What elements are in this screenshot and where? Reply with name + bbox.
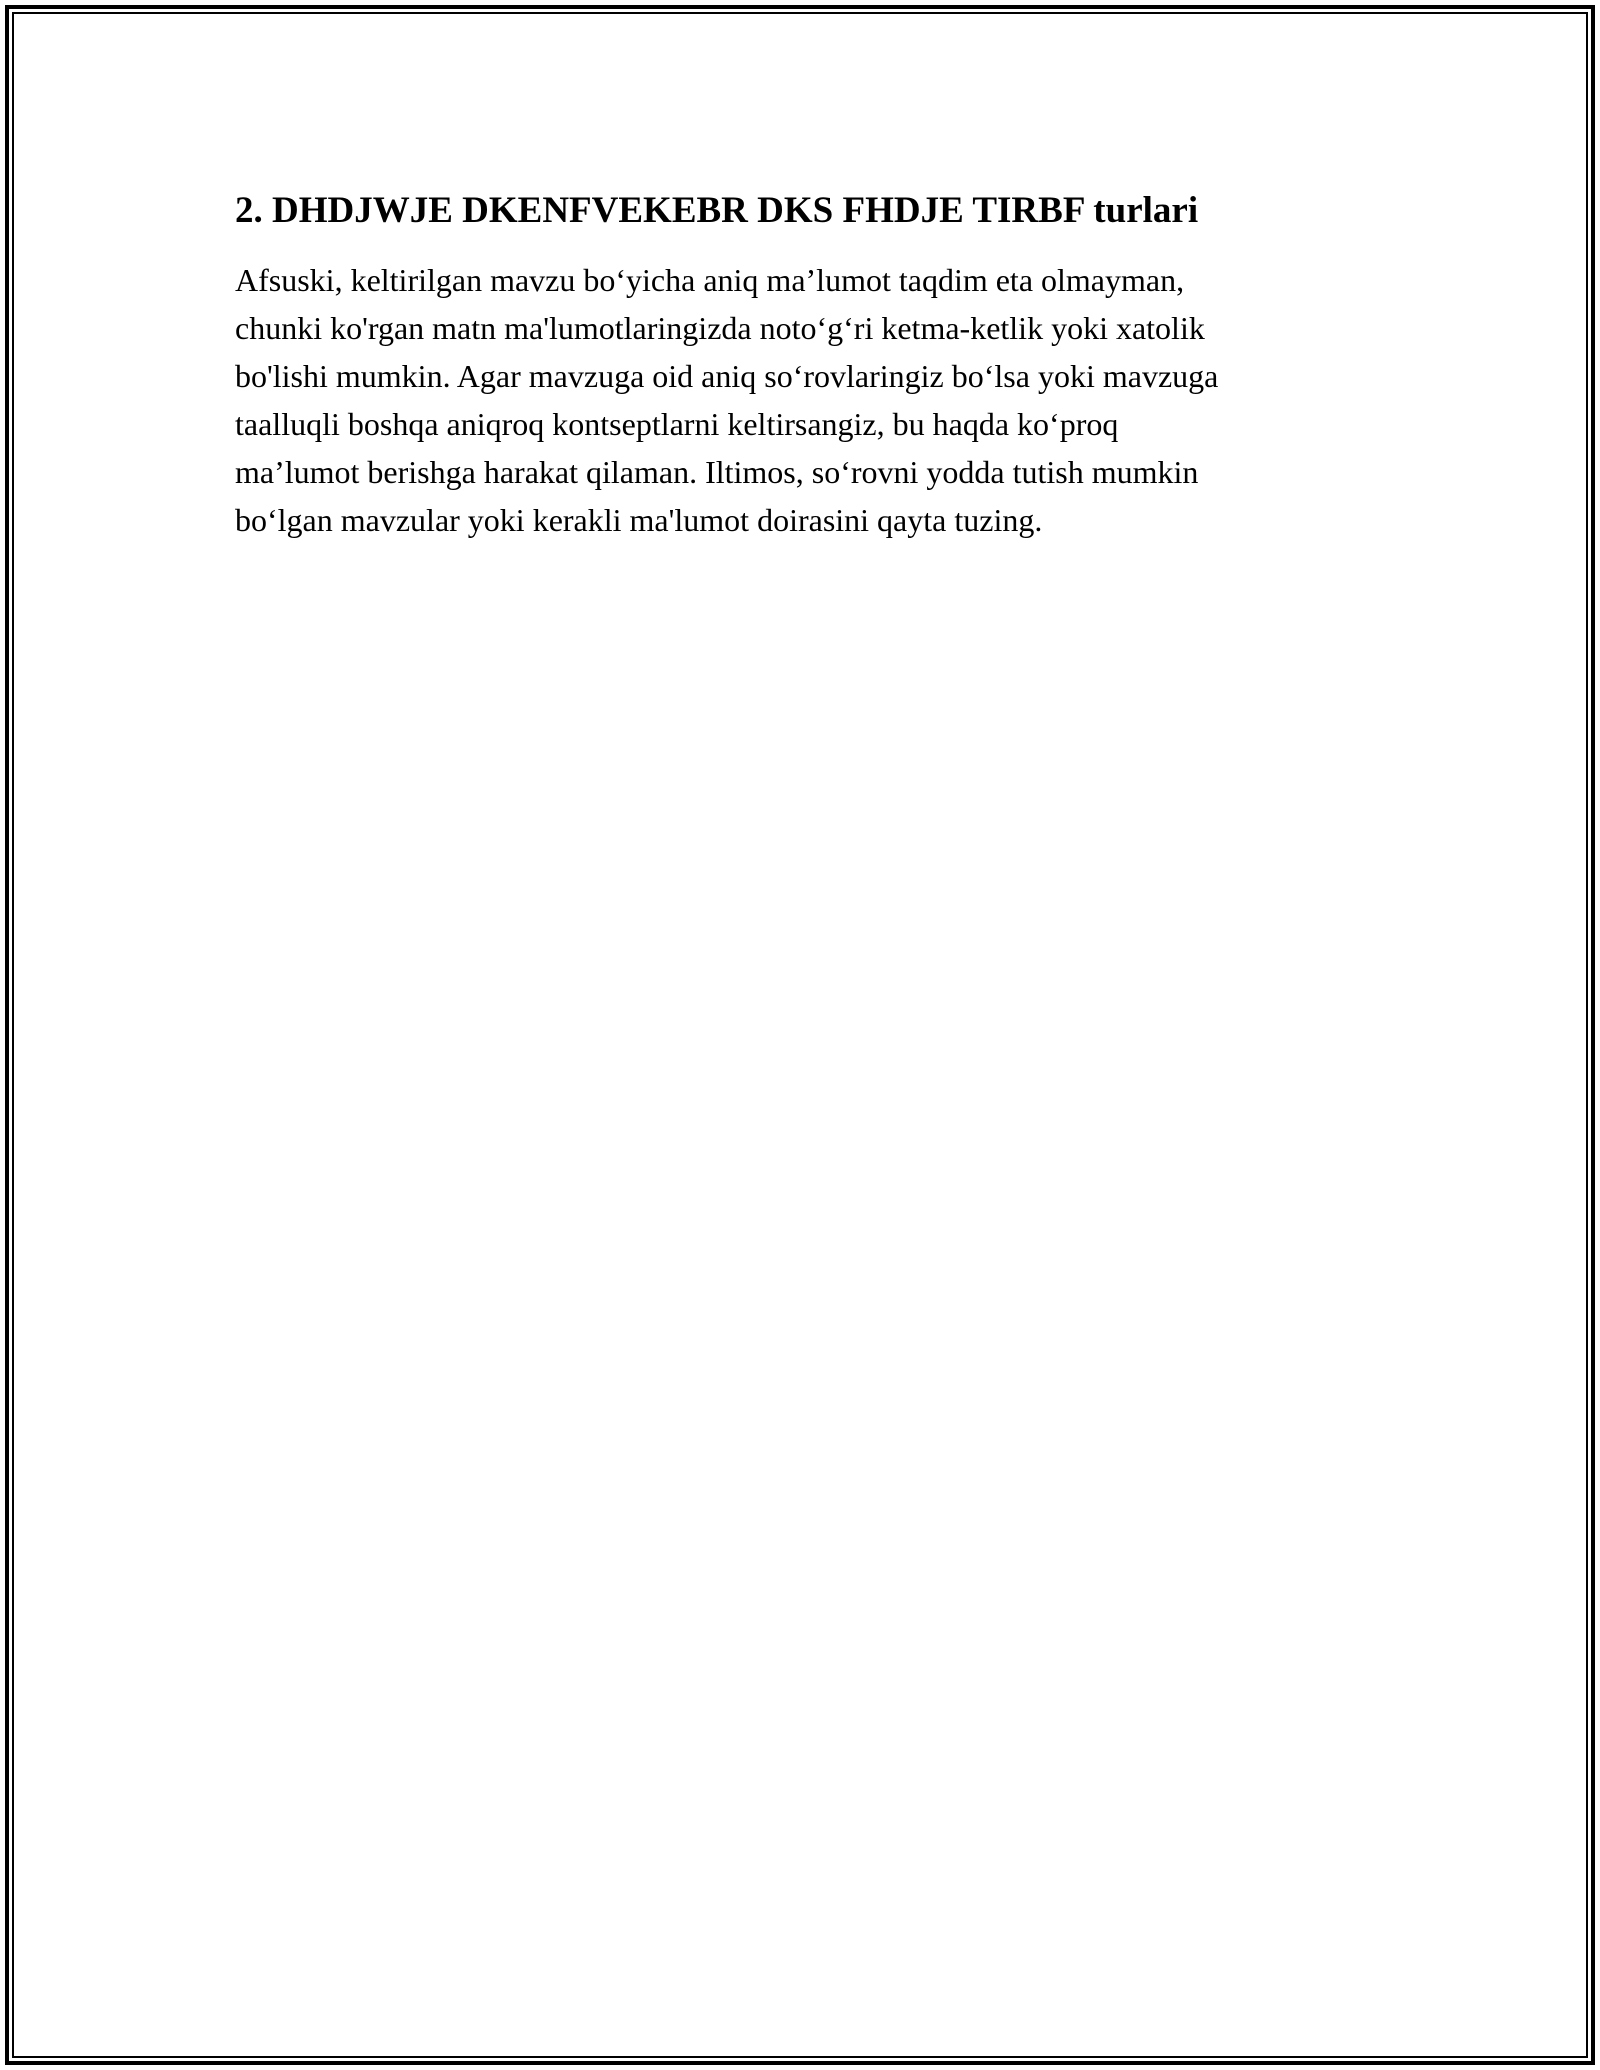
paragraph-line: bo'lishi mumkin. Agar mavzuga oid aniq so‘rovlaringiz bo‘lsa yoki mavzuga [235, 358, 1219, 394]
section-heading: 2. DHDJWJE DKENFVEKEBR DKS FHDJE TIRBF turlari [235, 190, 1199, 231]
paragraph-line: bo‘lgan mavzular yoki kerakli ma'lumot doirasini qayta tuzing. [235, 502, 1043, 538]
body-paragraph [235, 256, 1395, 544]
paragraph-line: ma’lumot berishga harakat qilaman. Iltimos, so‘rovni yodda tutish mumkin [235, 454, 1199, 490]
paragraph-line: taalluqli boshqa aniqroq kontseptlarni keltirsangiz, bu haqda ko‘proq [235, 406, 1119, 442]
paragraph-line: chunki ko'rgan matn ma'lumotlaringizda noto‘g‘ri ketma-ketlik yoki xatolik [235, 310, 1205, 346]
paragraph-line: Afsuski, keltirilgan mavzu bo‘yicha aniq ma’lumot taqdim eta olmayman, [235, 262, 1185, 298]
document-content [235, 186, 1395, 544]
